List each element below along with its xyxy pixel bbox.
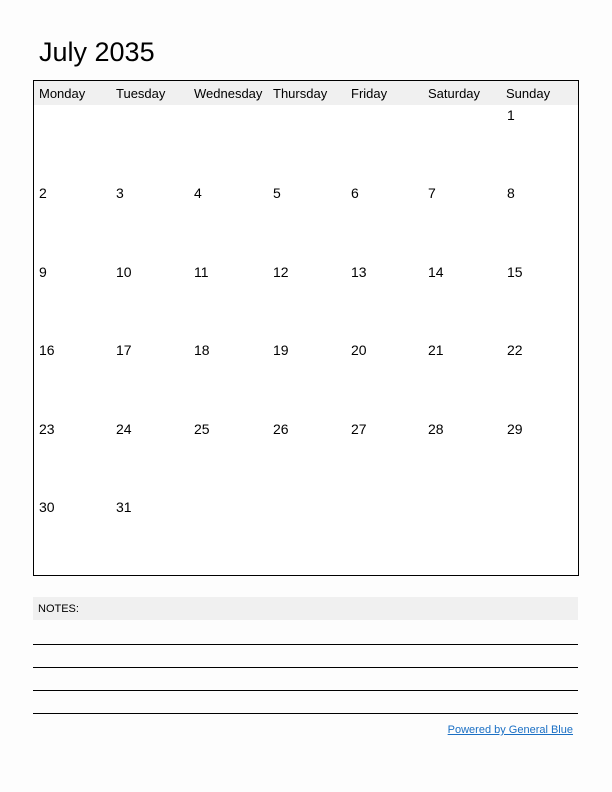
day-cell: 27 bbox=[351, 421, 367, 437]
notes-header bbox=[33, 597, 578, 620]
day-cell: 14 bbox=[428, 264, 444, 280]
weekday-monday: Monday bbox=[39, 86, 86, 101]
day-cell: 18 bbox=[194, 342, 210, 358]
day-cell: 20 bbox=[351, 342, 367, 358]
weekday-tuesday: Tuesday bbox=[116, 86, 166, 101]
day-cell: 1 bbox=[507, 107, 515, 123]
day-cell: 11 bbox=[194, 264, 209, 280]
day-cell: 26 bbox=[273, 421, 289, 437]
day-cell: 12 bbox=[273, 264, 289, 280]
notes-line bbox=[33, 690, 578, 691]
day-cell: 21 bbox=[428, 342, 444, 358]
day-cell: 28 bbox=[428, 421, 444, 437]
day-cell: 5 bbox=[273, 185, 281, 201]
day-cell: 22 bbox=[507, 342, 523, 358]
weekday-header-row bbox=[34, 81, 578, 105]
day-cell: 30 bbox=[39, 499, 55, 515]
day-cell: 24 bbox=[116, 421, 132, 437]
day-cell: 13 bbox=[351, 264, 367, 280]
weekday-sunday: Sunday bbox=[506, 86, 551, 101]
day-cell: 25 bbox=[194, 421, 210, 437]
notes-label: NOTES: bbox=[38, 603, 79, 615]
notes-line bbox=[33, 667, 578, 668]
day-cell: 19 bbox=[273, 342, 289, 358]
notes-line bbox=[33, 644, 578, 645]
day-cell: 23 bbox=[39, 421, 55, 437]
day-cell: 31 bbox=[116, 499, 132, 515]
day-cell: 9 bbox=[39, 264, 47, 280]
weekday-wednesday: Wednesday bbox=[194, 86, 263, 101]
day-cell: 16 bbox=[39, 342, 55, 358]
weekday-saturday: Saturday bbox=[428, 86, 481, 101]
day-cell: 4 bbox=[194, 185, 202, 201]
calendar-grid bbox=[33, 80, 579, 576]
weekday-thursday: Thursday bbox=[273, 86, 328, 101]
day-cell: 2 bbox=[39, 185, 47, 201]
day-cell: 10 bbox=[116, 264, 132, 280]
day-cell: 15 bbox=[507, 264, 523, 280]
calendar-title: July 2035 bbox=[39, 37, 155, 67]
day-cell: 3 bbox=[116, 185, 124, 201]
day-cell: 8 bbox=[507, 185, 515, 201]
day-cell: 7 bbox=[428, 185, 436, 201]
notes-line bbox=[33, 713, 578, 714]
day-cell: 17 bbox=[116, 342, 132, 358]
day-cell: 6 bbox=[351, 185, 359, 201]
powered-by-link[interactable]: Powered by General Blue bbox=[447, 724, 573, 736]
weekday-friday: Friday bbox=[351, 86, 388, 101]
day-cell: 29 bbox=[507, 421, 523, 437]
